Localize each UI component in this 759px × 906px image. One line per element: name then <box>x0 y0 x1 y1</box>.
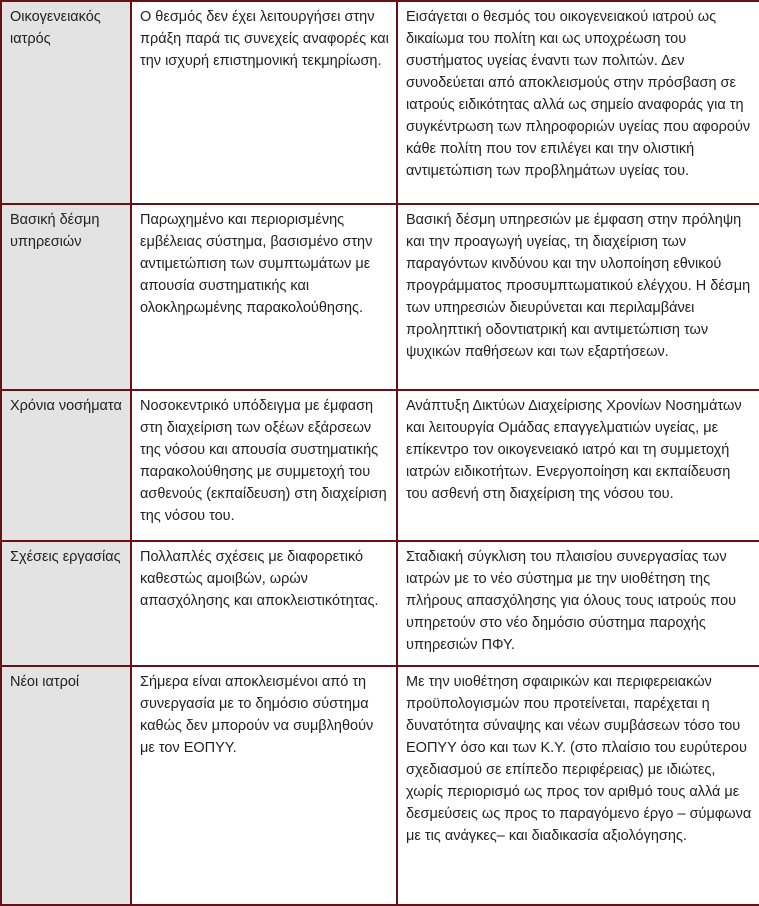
topic-cell: Οικογενειακός ιατρός <box>1 1 131 204</box>
topic-cell: Σχέσεις εργασίας <box>1 541 131 666</box>
table-row <box>1 1 759 204</box>
table-row <box>1 390 759 541</box>
topic-cell: Χρόνια νοσήματα <box>1 390 131 541</box>
table-row <box>1 541 759 666</box>
current-state-cell: Παρωχημένο και περιορισμένης εμβέλειας σύστημα, βασισμένο στην αντιμετώπιση των συμπτωμάτων με απουσία συστηματικής και ολοκληρωμένης παρακολούθησης. <box>131 204 397 390</box>
table-row <box>1 204 759 390</box>
topic-cell: Βασική δέσμη υπηρεσιών <box>1 204 131 390</box>
topic-cell: Νέοι ιατροί <box>1 666 131 905</box>
table-row <box>1 666 759 905</box>
current-state-cell: Πολλαπλές σχέσεις με διαφορετικό καθεστώς αμοιβών, ωρών απασχόλησης και αποκλειστικότητας. <box>131 541 397 666</box>
proposed-change-cell: Σταδιακή σύγκλιση του πλαισίου συνεργασίας των ιατρών με το νέο σύστημα με την υιοθέτηση της πλήρους απασχόλησης για όλους τους ιατρούς που υπηρετούν στο νέο δημόσιο σύστημα παροχής υπηρεσιών ΠΦΥ. <box>397 541 759 666</box>
proposed-change-cell: Βασική δέσμη υπηρεσιών με έμφαση στην πρόληψη και την προαγωγή υγείας, τη διαχείριση των παραγόντων κινδύνου και την υλοποίηση εθνικού προγράμματος προσυμπτωματικού ελέγχου. Η δέσμη των υπηρεσιών διευρύνεται και περιλαμβάνει προληπτική οδοντιατρική και αντιμετώπιση των ψυχικών παθήσεων και των εξαρτήσεων. <box>397 204 759 390</box>
proposed-change-cell: Εισάγεται ο θεσμός του οικογενειακού ιατρού ως δικαίωμα του πολίτη και ως υποχρέωση του συστήματος υγείας έναντι των πολιτών. Δεν συνοδεύεται από αποκλεισμούς στην πρόσβαση σε ιατρούς ειδικότητας αλλά ως σημείο αναφοράς για τη συγκέντρωση των πληροφοριών υγείας που αφορούν κάθε πολίτη που τον επιλέγει και την ολιστική αντιμετώπιση των προβλημάτων υγείας του. <box>397 1 759 204</box>
proposed-change-cell: Με την υιοθέτηση σφαιρικών και περιφερειακών προϋπολογισμών που προτείνεται, παρέχεται η δυνατότητα σύναψης και νέων συμβάσεων τόσο του ΕΟΠΥΥ όσο και των Κ.Υ. (στο πλαίσιο του ευρύτερου σχεδιασμού σε επίπεδο περιφέρειας) με ιδιώτες, χωρίς περιορισμό ως προς τον αριθμό τους αλλά με δεσμεύσεις ως προς το παραγόμενο έργο – σύμφωνα με τις ανάγκες– και διαδικασία αξιολόγησης. <box>397 666 759 905</box>
current-state-cell: Σήμερα είναι αποκλεισμένοι από τη συνεργασία με το δημόσιο σύστημα καθώς δεν μπορούν να συμβληθούν με τον ΕΟΠΥΥ. <box>131 666 397 905</box>
proposed-change-cell: Ανάπτυξη Δικτύων Διαχείρισης Χρονίων Νοσημάτων και λειτουργία Ομάδας επαγγελματιών υγείας, με επίκεντρο τον οικογενειακό ιατρό και τη συμμετοχή ιατρών ειδικοτήτων. Ενεργοποίηση και εκπαίδευση του ασθενή στη διαχείριση της νόσου του. <box>397 390 759 541</box>
current-state-cell: Νοσοκεντρικό υπόδειγμα με έμφαση στη διαχείριση των οξέων εξάρσεων της νόσου και απουσία συστηματικής παρακολούθησης με συμμετοχή του ασθενούς (εκπαίδευση) στη διαχείριση της νόσου του. <box>131 390 397 541</box>
current-state-cell: Ο θεσμός δεν έχει λειτουργήσει στην πράξη παρά τις συνεχείς αναφορές και την ισχυρή επιστημονική τεκμηρίωση. <box>131 1 397 204</box>
